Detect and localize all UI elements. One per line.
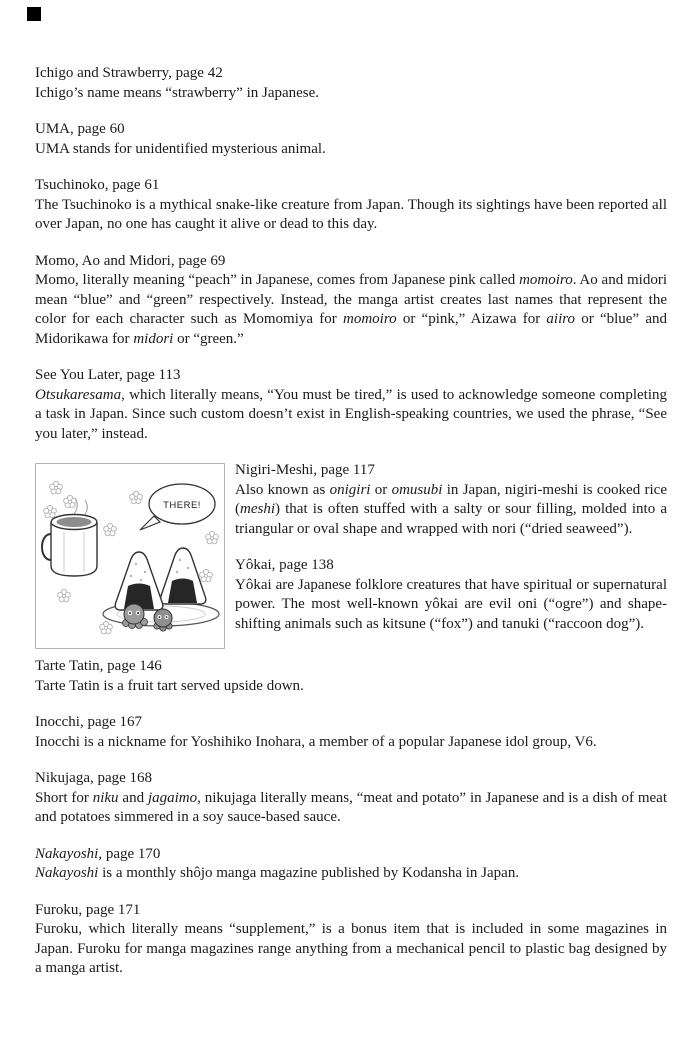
note-entry [35, 713, 667, 752]
text-segment: or “green.” [173, 330, 244, 347]
note-body [35, 733, 667, 753]
manga-panel-drawing [36, 464, 224, 648]
text-segment: Also known as [235, 481, 330, 498]
text-segment: Yôkai, page 138 [235, 557, 334, 573]
text-segment: UMA stands for unidentified mysterious animal. [35, 140, 326, 157]
text-segment-italic: momoiro [342, 311, 397, 327]
text-segment: or “blue” and Midorikawa for [35, 311, 668, 347]
text-segment-italic: niku [92, 789, 119, 806]
speech-bubble-text: THERE! [163, 500, 201, 511]
notes-section-top [35, 64, 667, 444]
text-segment-italic: omusubi [391, 481, 443, 498]
notes-section-bottom [35, 657, 667, 979]
note-body [35, 677, 667, 697]
note-title [35, 120, 667, 140]
text-segment-italic: Nakayoshi [35, 845, 99, 862]
note-body [35, 864, 667, 884]
notes-beside-image [235, 461, 667, 634]
note-body [35, 84, 667, 104]
note-entry [235, 461, 667, 539]
note-entry [35, 657, 667, 696]
note-body [35, 140, 667, 160]
text-segment: and [118, 789, 148, 806]
text-segment: Tarte Tatin is a fruit tart served upside down. [35, 677, 304, 694]
text-segment: ) that is often stuffed with a salty or sour filling, molded into a triangular or oval shape and wrapped with nori (“dried seaweed”). [235, 501, 667, 537]
text-segment-italic: onigiri [329, 481, 371, 498]
text-segment: Yôkai are Japanese folklore creatures that have spiritual or supernatural power. The most well-known yôkai are evil oni (“ogre”) and shape-shifting animals such as kitsune (“fox”) and tanuki (“raccoon dog”). [235, 576, 667, 632]
text-segment: in Japan, nigiri-meshi is cooked rice ( [235, 481, 667, 517]
text-segment: Nikujaga, page 168 [35, 770, 153, 786]
note-title [35, 845, 667, 865]
note-title [35, 252, 667, 272]
text-segment: Short for [35, 789, 93, 806]
text-segment: Furoku, page 171 [35, 901, 141, 918]
text-segment: is a monthly shôjo manga magazine published by Kodansha in Japan. [98, 865, 520, 881]
text-segment: Nigiri-Meshi, page 117 [235, 462, 375, 478]
onigiri-right-icon [160, 548, 206, 604]
note-title [35, 176, 667, 196]
corner-mark [27, 7, 41, 21]
text-segment-italic: Otsukaresama [35, 386, 122, 403]
note-entry [35, 901, 667, 979]
text-segment-italic: midori [133, 330, 174, 347]
notes-section-middle [35, 461, 667, 634]
text-segment: . Ao and midori mean “blue” and “green” respectively. Instead, the manga artist creates last names that represent the color for each character such as Momomiya for [35, 272, 667, 327]
note-body [35, 789, 667, 828]
text-segment-italic: Nakayoshi [35, 865, 99, 881]
note-entry [35, 176, 667, 235]
note-body [35, 271, 667, 349]
note-body [35, 196, 667, 235]
text-segment: , page 170 [98, 845, 161, 862]
note-title [35, 657, 667, 677]
note-title [35, 769, 667, 789]
text-segment: , which literally means, “You must be tired,” is used to acknowledge someone completing a task in Japan. Since such custom doesn’t exist in English-speaking countries, we used the phrase, “See you later,” instead. [35, 386, 667, 442]
text-segment: Inocchi, page 167 [35, 714, 143, 730]
note-body [235, 481, 667, 540]
text-segment-italic: aiiro [546, 311, 576, 327]
note-title [35, 64, 667, 84]
text-segment: UMA, page 60 [35, 121, 125, 137]
text-segment: See You Later, page 113 [35, 367, 181, 383]
note-title [35, 901, 667, 921]
text-segment: Momo, Ao and Midori, page 69 [35, 252, 226, 269]
note-title [35, 366, 667, 386]
text-segment: Inocchi is a nickname for Yoshihiko Inohara, a member of a popular Japanese idol group, V6. [35, 733, 597, 750]
octopus-right-icon [154, 609, 172, 631]
note-title [35, 713, 667, 733]
note-body [35, 386, 667, 445]
note-entry [35, 366, 667, 444]
text-segment: Tsuchinoko, page 61 [35, 177, 160, 193]
text-segment: or “pink,” Aizawa for [396, 311, 547, 327]
text-segment: The Tsuchinoko is a mythical snake-like creature from Japan. Though its sightings have been reported all over Japan, no one has caught it alive or dead to this day. [35, 196, 667, 232]
text-segment: Momo, literally meaning “peach” in Japanese, comes from Japanese pink called [35, 272, 520, 288]
text-segment: , nikujaga literally means, “meat and potato” in Japanese and is a dish of meat and potatoes simmered in a soy sauce-based sauce. [35, 789, 667, 825]
text-segment: Furoku, which literally means “supplement,” is a bonus item that is included in some magazines in Japan. Furoku for manga magazines range anything from a mechanical pencil to plastic bag designed by a manga artist. [35, 921, 667, 976]
note-entry [35, 845, 667, 884]
manga-panel-illustration [35, 463, 225, 649]
onigiri-left-icon [115, 552, 163, 610]
note-body [235, 576, 667, 635]
note-body [35, 920, 667, 979]
text-segment: Tarte Tatin, page 146 [35, 658, 162, 674]
text-segment-italic: momoiro [519, 272, 573, 288]
text-segment-italic: jagaimo [147, 789, 198, 806]
text-segment: Ichigo and Strawberry, page 42 [35, 65, 223, 81]
note-entry [35, 769, 667, 828]
note-entry [35, 120, 667, 159]
note-entry [35, 252, 667, 350]
text-segment: or [370, 481, 392, 498]
text-segment: Ichigo’s name means “strawberry” in Japanese. [35, 84, 320, 101]
speech-bubble [140, 484, 215, 530]
note-title [235, 461, 667, 481]
note-title [235, 556, 667, 576]
text-segment-italic: meshi [240, 501, 275, 517]
note-entry [35, 64, 667, 103]
note-entry [235, 556, 667, 634]
